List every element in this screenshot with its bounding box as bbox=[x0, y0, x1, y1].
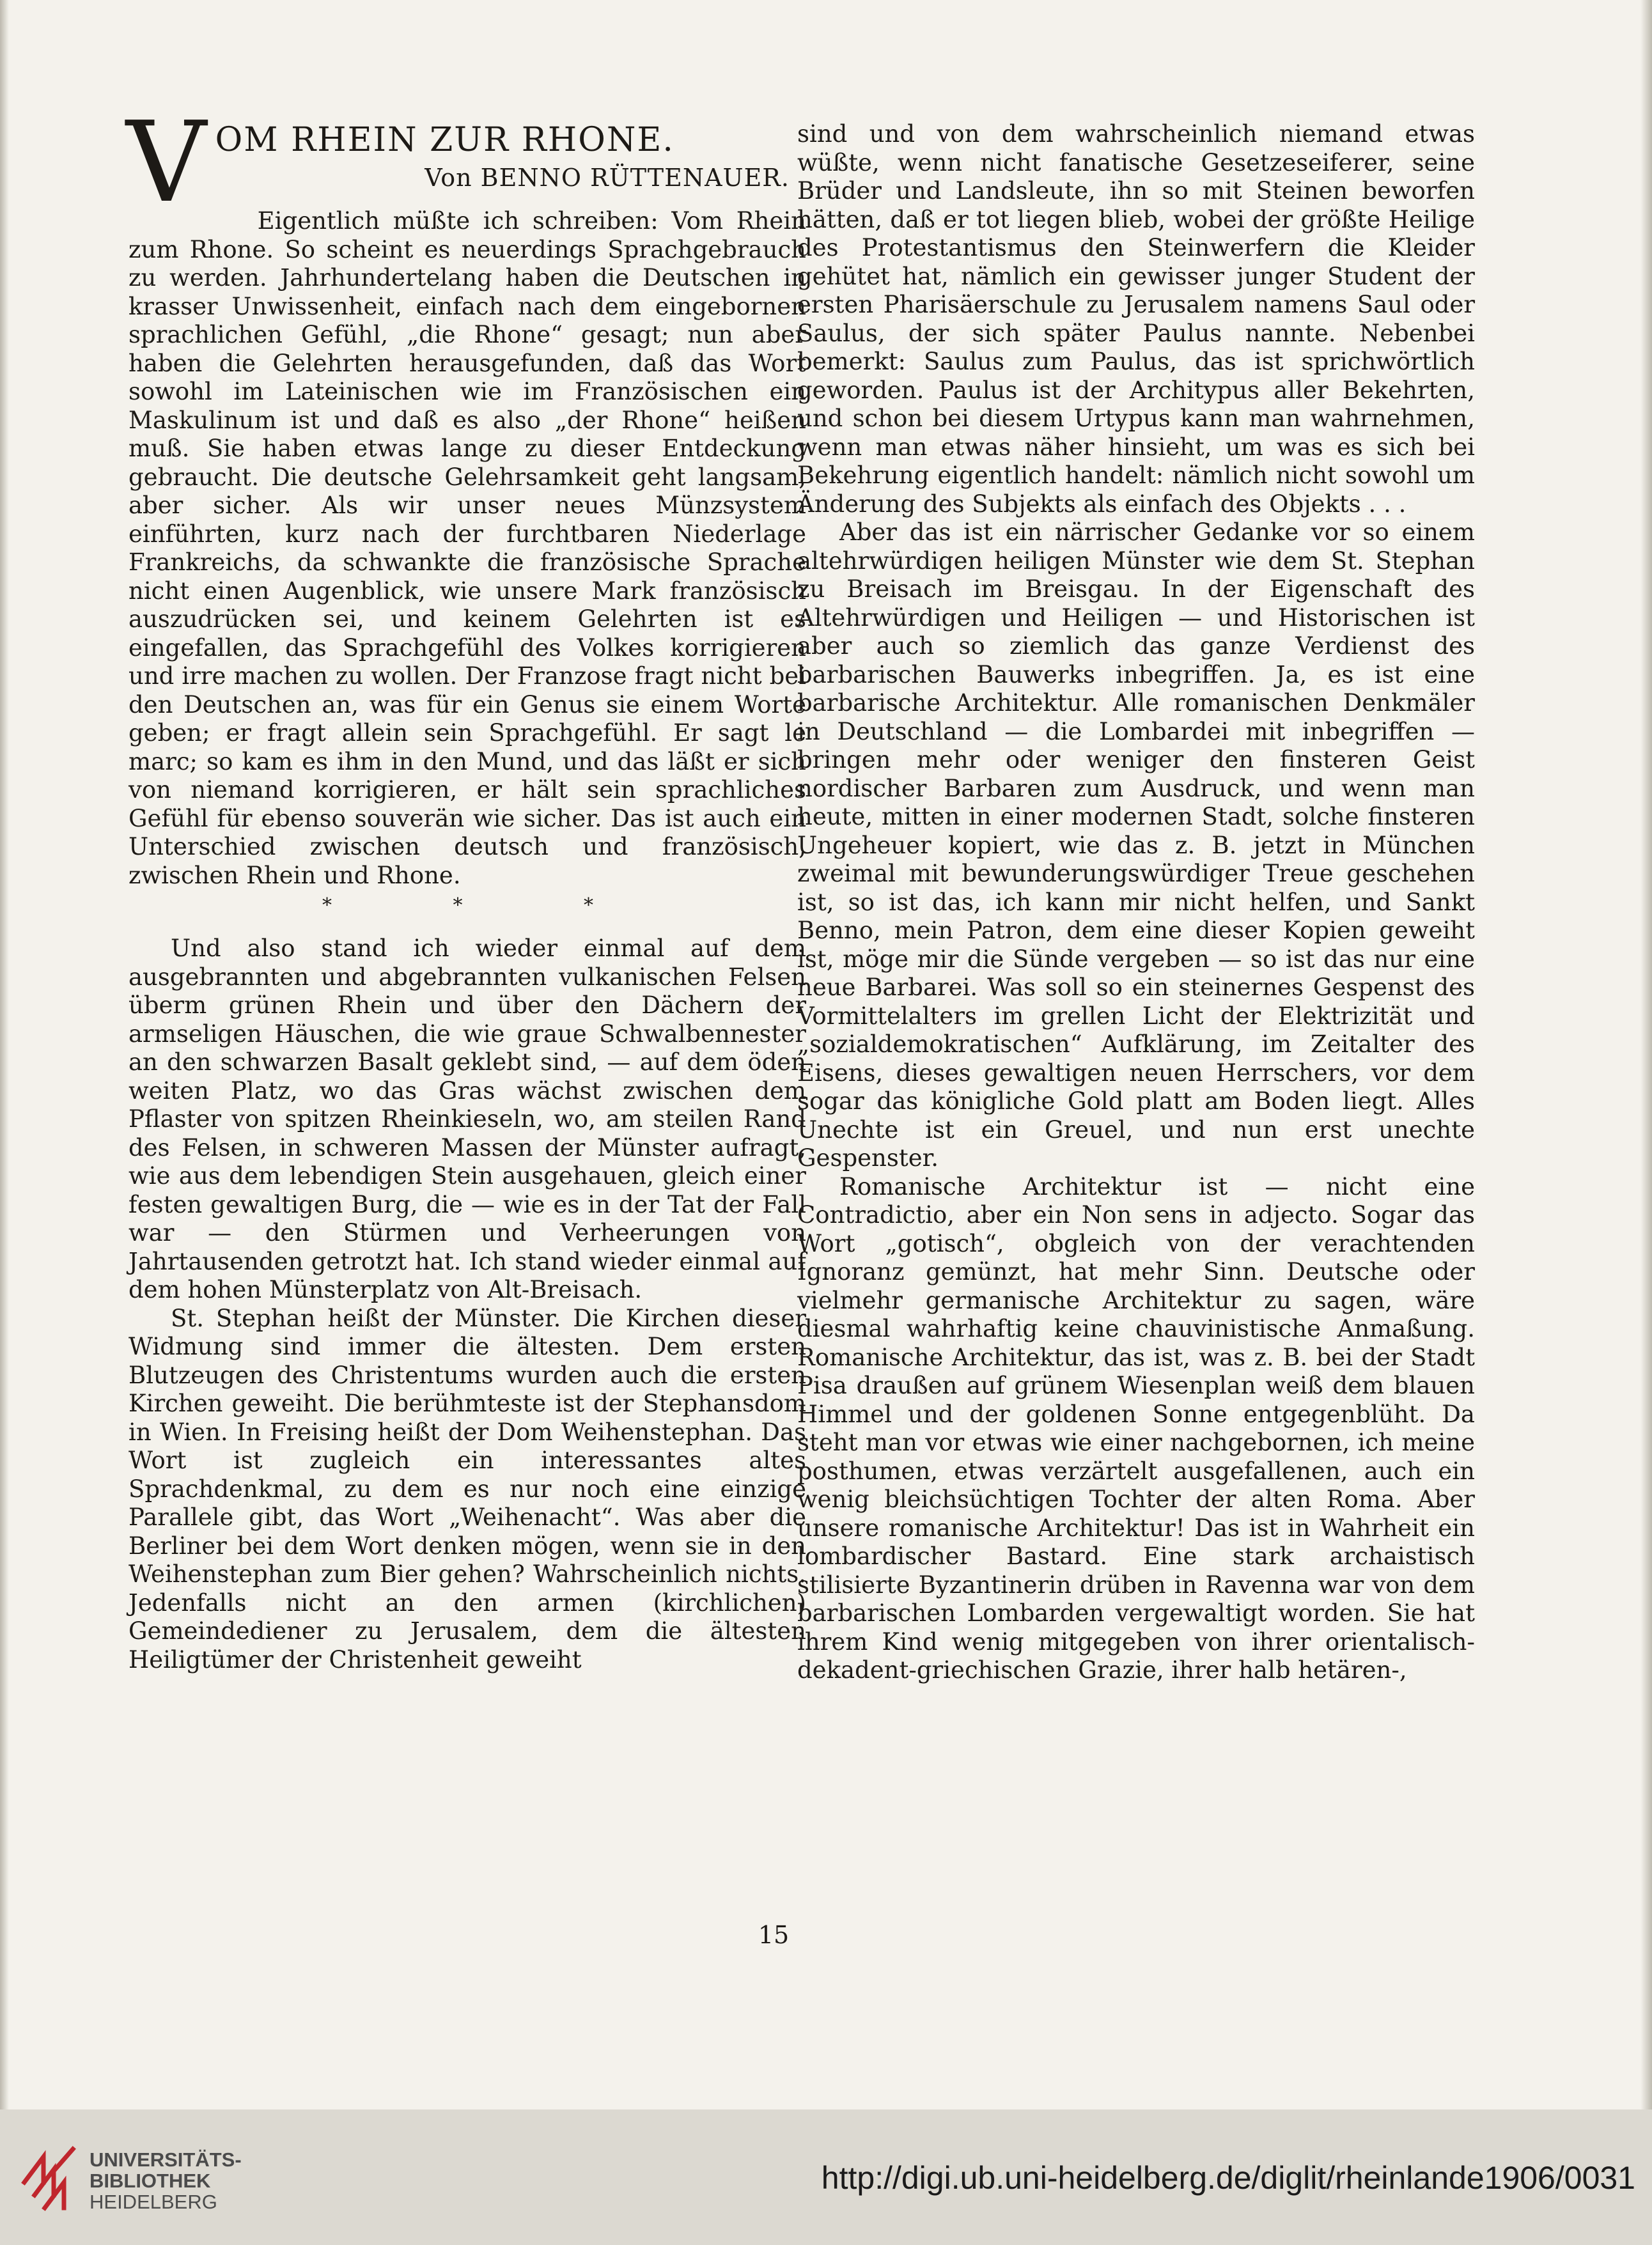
library-name-line: HEIDELBERG bbox=[90, 2191, 217, 2213]
drop-cap: V bbox=[126, 98, 207, 228]
library-name-line: UNIVERSITÄTS- bbox=[90, 2148, 242, 2171]
article-title: OM RHEIN ZUR RHONE. bbox=[215, 121, 674, 159]
paragraph: Und also stand ich wieder einmal auf dem ausgebrannten und abgebrannten vulkanischen Felsen überm grünen Rhein und über den Dächern der armseligen Häuschen, die wie graue Schwalbennester an den schwarzen Basalt geklebt sind, — auf dem öden weiten Platz, wo das Gras wächst zwischen dem Pflaster von spitzen Rheinkieseln, wo, am steilen Rand des Felsen, in schweren Massen der Münster aufragt, wie aus dem lebendigen Stein ausgehauen, gleich einer festen gewaltigen Burg, die — wie es in der Tat der Fall war — den Stürmen und Verheerungen von Jahrtausenden getrotzt hat. Ich stand wieder einmal auf dem hohen Münsterplatz von Alt-Breisach. bbox=[129, 935, 806, 1303]
paragraph: sind und von dem wahrscheinlich niemand etwas wüßte, wenn nicht fanatische Gesetzeseiferer, seine Brüder und Landsleute, ihn so mit Steinen beworfen hätten, daß er tot liegen blieb, wobei der größte Heilige des Protestantismus den Steinwerfern die Kleider gehütet hat, nämlich ein gewisser junger Student der ersten Pharisäerschule zu Jerusalem namens Saul oder Saulus, der sich später Paulus nannte. Nebenbei bemerkt: Saulus zum Paulus, das ist sprichwörtlich geworden. Paulus ist der Architypus aller Bekehrten, und schon bei diesem Urtypus kann man wahrnehmen, wenn man etwas näher hinsieht, um was es sich bei Bekehrung eigentlich handelt: nämlich nicht sowohl um Änderung des Subjekts als einfach des Objekts . . . bbox=[797, 120, 1475, 518]
page-number: 15 bbox=[758, 1921, 790, 1949]
paragraph: Romanische Architektur ist — nicht eine Contradictio, aber ein Non sens in adjecto. Sogar das Wort „gotisch“, obgleich von der verachtenden Ignoranz gemünzt, hat mehr Sinn. Deutsche oder vielmehr germanische Architektur zu sagen, wäre diesmal wahrhaftig keine chauvinistische Anmaßung. Romanische Architektur, das ist, was z. B. bei der Stadt Pisa draußen auf grünem Wiesenplan weiß dem blauen Himmel und der goldenen Sonne entgegenblüht. Da steht man vor etwas wie einer nachgebornen, ich meine posthumen, etwas verzärtelt ausgefallenen, auch ein wenig bleichsüchtigen Tochter der alten Roma. Aber unsere romanische Architektur! Das ist in Wahrheit ein lombardischer Bastard. Eine stark archaistisch stilisierte Byzantinerin drüben in Ravenna war von dem barbarischen Lombarden vergewaltigt worden. Sie hat ihrem Kind wenig mitgegeben von ihrer orientalisch-dekadent-griechischen Grazie, ihrer halb hetären-, bbox=[797, 1172, 1475, 1684]
library-logo-icon bbox=[18, 2144, 79, 2214]
section-separator: * * * bbox=[322, 894, 651, 917]
article-author: Von BENNO RÜTTENAUER. bbox=[425, 164, 790, 192]
paragraph: Eigentlich müßte ich schreiben: Vom Rhein zum Rhone. So scheint es neuerdings Sprachgebrauch zu werden. Jahrhundertelang haben die Deutschen in krasser Unwissenheit, einfach nach dem eingebornen sprachlichen Gefühl, „die Rhone“ gesagt; nun aber haben die Gelehrten herausgefunden, daß das Wort sowohl im Lateinischen wie im Französischen ein Maskulinum ist und daß es also „der Rhone“ heißen muß. Sie haben etwas lange zu dieser Entdeckung gebraucht. Die deutsche Gelehrsamkeit geht langsam, aber sicher. Als wir unser neues Münzsystem einführten, kurz nach der furchtbaren Niederlage Frankreichs, da schwankte die französische Sprache nicht einen Augenblick, wie unsere Mark französisch auszudrücken sei, und keinem Gelehrten ist es eingefallen, das Sprachgefühl des Volkes korrigieren und irre machen zu wollen. Der Franzose fragt nicht bei den Deutschen an, was für ein Genus sie einem Worte geben; er fragt allein sein Sprachgefühl. Er sagt le marc; so kam es ihm in den Mund, und das läßt er sich von niemand korrigieren, er hält sein sprachliches Gefühl für ebenso souverän wie sicher. Das ist auch ein Unterschied zwischen deutsch und französisch, zwischen Rhein und Rhone. bbox=[129, 207, 806, 889]
paragraph: Aber das ist ein närrischer Gedanke vor so einem altehrwürdigen heiligen Münster wie dem St. Stephan zu Breisach im Breisgau. In der Eigenschaft des Altehrwürdigen und Heiligen — und Historischen ist aber auch so ziemlich das ganze Verdienst des barbarischen Bauwerks inbegriffen. Ja, es ist eine barbarische Architektur. Alle romanischen Denkmäler in Deutschland — die Lombardei mit inbegriffen — bringen mehr oder weniger den finsteren Geist nordischer Barbaren zum Ausdruck, und wenn man heute, mitten in einer modernen Stadt, solche finsteren Ungeheuer kopiert, wie das z. B. jetzt in München zweimal mit bewunderungswürdiger Treue geschehen ist, so ist das, ich kann mir nicht helfen, und Sankt Benno, mein Patron, dem eine dieser Kopien geweiht ist, möge mir die Sünde vergeben — so ist das nur eine neue Barbarei. Was soll so ein steinernes Gespenst des Vormittelalters im grellen Licht der Elektrizität und „sozialdemokratischen“ Aufklärung, im Zeitalter des Eisens, dieses gewaltigen neuen Herrschers, vor dem sogar das königliche Gold platt am Boden liegt. Alles Unechte ist ein Greuel, und nun erst unechte Gespenster. bbox=[797, 518, 1475, 1172]
right-column bbox=[797, 120, 1475, 1685]
source-url-link[interactable]: http://digi.ub.uni-heidelberg.de/diglit/rheinlande1906/0031 bbox=[821, 2160, 1635, 2196]
library-name-line: BIBLIOTHEK bbox=[90, 2170, 211, 2192]
library-name bbox=[90, 2149, 242, 2212]
footer-bar bbox=[0, 2109, 1652, 2245]
left-column bbox=[126, 98, 806, 1674]
paragraph: St. Stephan heißt der Münster. Die Kirchen dieser Widmung sind immer die ältesten. Dem ersten Blutzeugen des Christentums wurden auch die ersten Kirchen geweiht. Die berühmteste ist der Stephansdom in Wien. In Freising heißt der Dom Weihenstephan. Das Wort ist zugleich ein interessantes altes Sprachdenkmal, zu dem es nur noch eine einzige Parallele gibt, das Wort „Weihenacht“. Was aber die Berliner bei dem Wort denken mögen, wenn sie in den Weihenstephan zum Bier gehen? Wahrscheinlich nichts. Jedenfalls nicht an den armen (kirchlichen) Gemeindediener zu Jerusalem, dem die ältesten Heiligtümer der Christenheit geweiht bbox=[129, 1304, 806, 1674]
title-block bbox=[126, 98, 806, 228]
